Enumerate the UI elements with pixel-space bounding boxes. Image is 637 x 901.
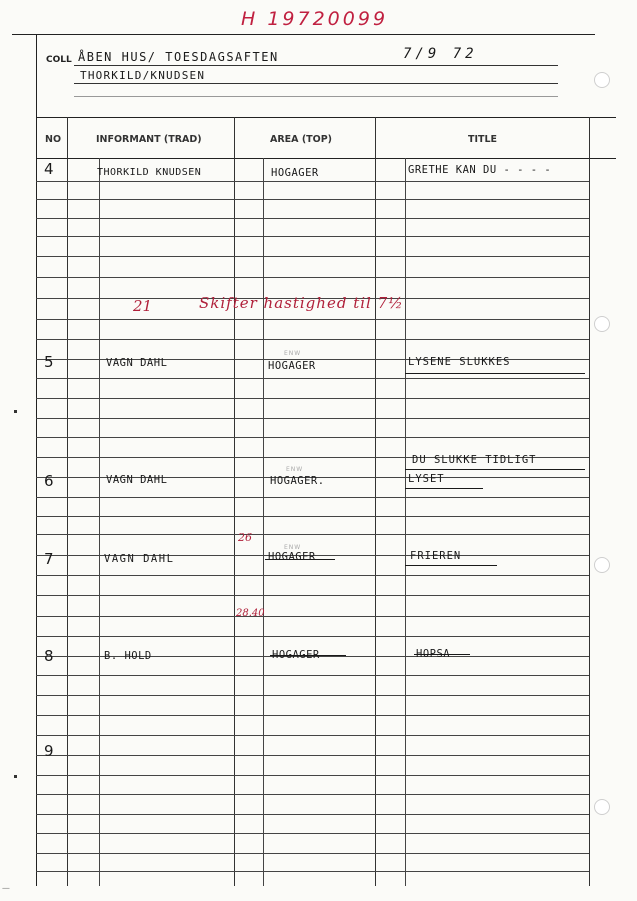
faint-mark: ENW [284, 350, 302, 357]
entry-number: 9 [44, 742, 54, 760]
row-rule [36, 755, 589, 756]
entry-area: HOGAGER [268, 360, 316, 372]
entry-informant: VAGN DAHL [104, 553, 175, 565]
row-rule [36, 853, 589, 854]
collection-date: 7/9 72 [403, 46, 478, 62]
col-divider [234, 117, 235, 886]
row-rule [36, 236, 589, 237]
punch-hole-icon [594, 316, 610, 332]
entry-title: LYSENE SLUKKES [408, 356, 511, 368]
col-header-informant: INFORMANT (TRAD) [96, 134, 202, 145]
row-rule [36, 339, 589, 340]
col-divider [405, 158, 406, 886]
header-bottom-rule [36, 158, 616, 159]
row-rule [36, 516, 589, 517]
punch-hole-icon [594, 557, 610, 573]
margin-tick [14, 410, 17, 413]
time-marker: 28.40 [236, 608, 265, 619]
coll-rule [74, 83, 558, 84]
entry-informant: THORKILD KNUDSEN [97, 167, 202, 178]
collection-subtitle: THORKILD/KNUDSEN [80, 69, 206, 82]
title-underline [405, 373, 585, 374]
row-rule [36, 575, 589, 576]
header-top-rule [36, 117, 616, 118]
row-rule [36, 437, 589, 438]
faint-mark: ENW [286, 466, 304, 473]
row-rule [36, 636, 589, 637]
entry-title-continued: LYSET [408, 473, 445, 485]
col-divider [99, 158, 100, 886]
collection-title: ÅBEN HUS/ TOESDAGSAFTEN [78, 50, 279, 64]
row-rule [36, 534, 589, 535]
printer-mark: │ [3, 886, 10, 890]
entry-informant: B. HOLD [104, 650, 152, 662]
row-rule [36, 497, 589, 498]
row-rule [36, 616, 589, 617]
row-rule [36, 794, 589, 795]
coll-rule [74, 96, 558, 97]
entry-informant: VAGN DAHL [106, 474, 168, 486]
area-strikethrough [270, 655, 346, 656]
speed-note-number: 21 [133, 297, 153, 315]
entry-area: HOGAGER. [270, 475, 325, 487]
entry-number: 7 [44, 550, 54, 568]
entry-title: HOPSA [416, 648, 451, 660]
row-rule [36, 735, 589, 736]
entry-title: GRETHE KAN DU - - - - [408, 164, 552, 176]
row-rule [36, 675, 589, 676]
punch-hole-icon [594, 72, 610, 88]
col-header-area: AREA (TOP) [270, 134, 333, 145]
row-rule [36, 398, 589, 399]
entry-area: HOGAGER [271, 167, 319, 179]
row-rule [36, 181, 589, 182]
row-rule [36, 378, 589, 379]
title-strikethrough [414, 654, 470, 655]
row-rule [36, 277, 589, 278]
archive-number: H 19720099 [241, 8, 389, 30]
coll-label: COLL [46, 55, 72, 65]
entry-number: 8 [44, 647, 54, 665]
row-rule [36, 595, 589, 596]
entry-informant: VAGN DAHL [106, 357, 168, 369]
entry-number: 4 [44, 160, 54, 178]
punch-hole-icon [594, 799, 610, 815]
entry-title: DU SLUKKE TIDLIGT [412, 454, 537, 466]
row-rule [36, 199, 589, 200]
col-divider [67, 117, 68, 886]
row-rule [36, 871, 589, 872]
row-rule [36, 715, 589, 716]
col-divider [589, 117, 590, 886]
row-rule [36, 814, 589, 815]
entry-title: FRIEREN [410, 550, 462, 562]
margin-tick [14, 775, 17, 778]
row-rule [36, 218, 589, 219]
col-divider [263, 158, 264, 886]
entry-number: 6 [44, 472, 54, 490]
title-underline [405, 488, 483, 489]
col-divider [375, 117, 376, 886]
col-header-title: TITLE [468, 134, 498, 145]
entry-area: HOGAGER [268, 551, 316, 563]
faint-mark: ENW [284, 544, 302, 551]
title-underline [405, 469, 585, 470]
row-rule [36, 695, 589, 696]
row-rule [36, 256, 589, 257]
time-marker: 26 [238, 531, 252, 544]
row-rule [36, 775, 589, 776]
speed-note: Skifter hastighed til 7½ [199, 294, 404, 312]
coll-rule [74, 65, 558, 66]
entry-area: HOGAGER [272, 649, 320, 661]
entry-number: 5 [44, 353, 54, 371]
col-header-no: NO [45, 134, 62, 145]
row-rule [36, 418, 589, 419]
row-rule [36, 833, 589, 834]
area-underline [265, 559, 335, 560]
row-rule [36, 319, 589, 320]
title-underline [405, 565, 497, 566]
